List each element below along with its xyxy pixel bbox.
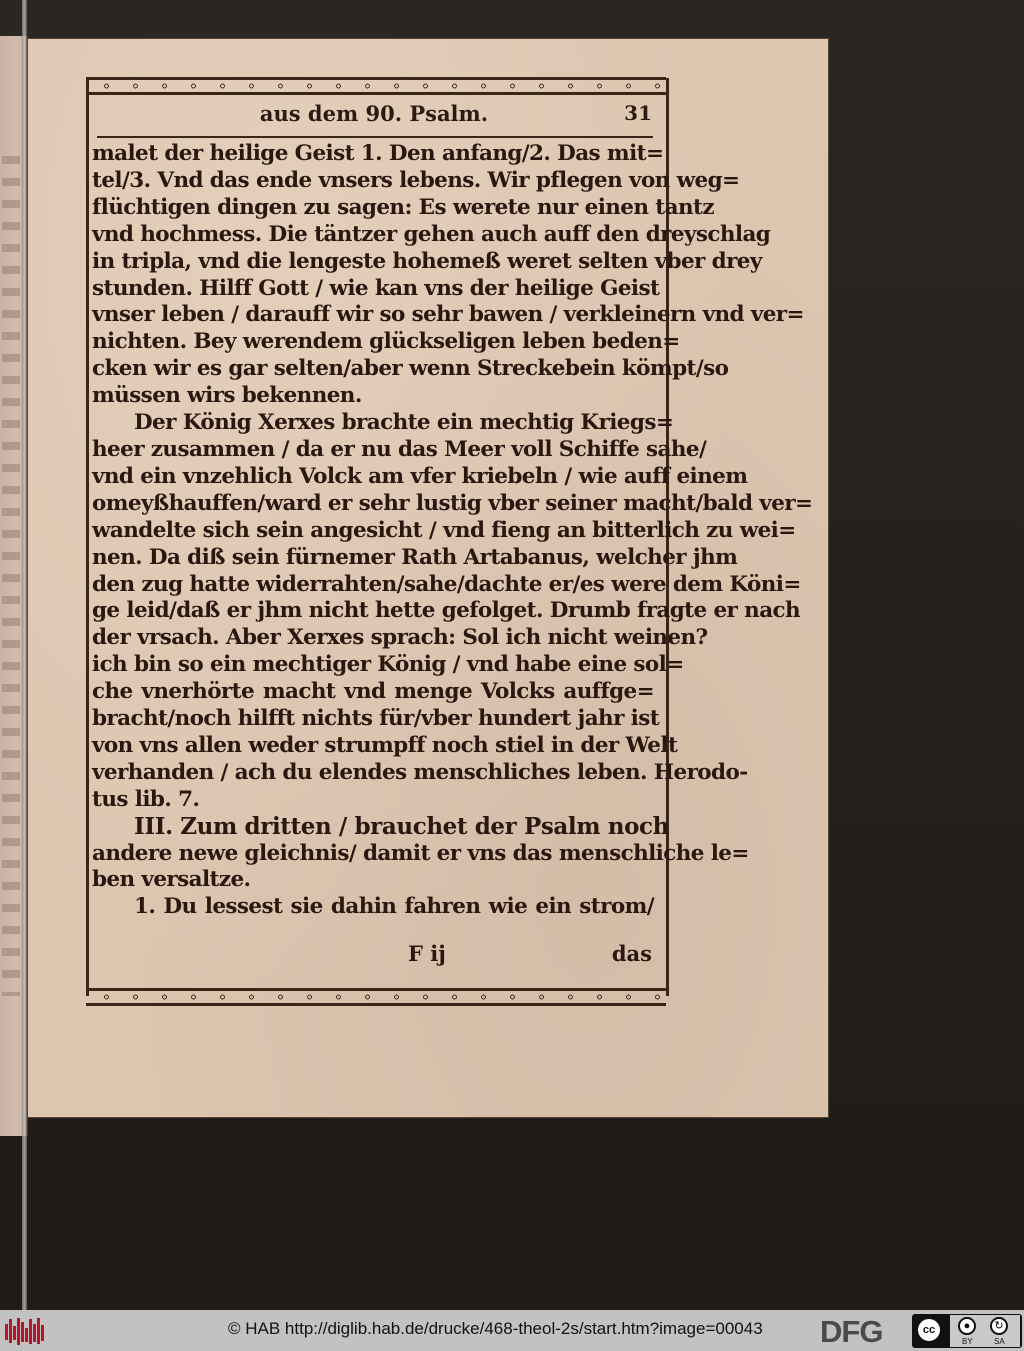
copyright-link[interactable]: © HAB http://diglib.hab.de/drucke/468-theol-2s/start.htm?image=00043 <box>228 1319 763 1338</box>
text-line: che vnerhörte macht vnd menge Volcks auffge= <box>92 679 654 705</box>
page-number: 31 <box>624 101 652 125</box>
text-line: cken wir es gar selten/aber wenn Streckebein kömpt/so <box>92 356 729 382</box>
attribution-icon: ● <box>958 1317 976 1335</box>
text-line: vnd ein vnzehlich Volck am vfer kriebeln / wie auff einem <box>92 463 748 489</box>
text-line: bracht/noch hilfft nichts für/vber hundert jahr ist <box>92 706 660 732</box>
text-line: III. Zum dritten / brauchet der Psalm noch <box>134 812 669 840</box>
text-line: müssen wirs bekennen. <box>92 383 362 409</box>
text-line: in tripla, vnd die lengeste hohemeß weret selten vber drey <box>92 248 762 274</box>
text-line: 1. Du lessest sie dahin fahren wie ein strom/ <box>134 894 654 920</box>
text-line: tus lib. 7. <box>92 786 200 812</box>
text-line: andere newe gleichnis/ damit er vns das menschliche le= <box>92 840 749 866</box>
cc-icon: cc <box>916 1317 942 1343</box>
text-line: tel/3. Vnd das ende vnsers lebens. Wir pflegen von weg= <box>92 167 740 193</box>
bleed-through-text <box>2 156 20 996</box>
cc-license-badge[interactable] <box>912 1314 1022 1348</box>
signature-line <box>92 941 654 969</box>
text-line: nen. Da diß sein fürnemer Rath Artabanus, welcher jhm <box>92 544 738 570</box>
text-line: malet der heilige Geist 1. Den anfang/2. Das mit= <box>92 141 664 166</box>
footer-bar <box>0 1310 1024 1351</box>
by-label: BY <box>962 1337 973 1346</box>
text-line: vnser leben / darauff wir so sehr bawen / verkleinern vnd ver= <box>92 302 804 328</box>
body-text <box>92 141 813 921</box>
signature-mark: F ij <box>408 941 446 966</box>
text-line: ich bin so ein mechtiger König / vnd habe eine sol= <box>92 652 684 678</box>
text-line: stunden. Hilff Gott / wie kan vns der heilige Geist <box>92 275 660 301</box>
head-rule <box>97 136 653 138</box>
text-line: wandelte sich sein angesicht / vnd fieng an bitterlich zu wei= <box>92 517 796 543</box>
running-head-title: aus dem 90. Psalm. <box>259 101 489 126</box>
text-line: omeyßhauffen/ward er sehr lustig vber seiner macht/bald ver= <box>92 490 813 516</box>
running-head <box>90 99 658 131</box>
catchword: das <box>611 941 652 966</box>
text-line: vnd hochmess. Die täntzer gehen auch auff den dreyschlag <box>92 221 771 247</box>
text-line: nichten. Bey werendem glückseligen leben beden= <box>92 329 680 355</box>
hab-logo-icon[interactable] <box>4 1316 48 1346</box>
text-line: von vns allen weder strumpff noch stiel in der Welt <box>92 732 678 758</box>
dfg-logo[interactable]: DFG <box>820 1314 883 1349</box>
text-line: den zug hatte widerrahten/sahe/dachte er/es were dem Köni= <box>92 571 801 597</box>
text-line: Der König Xerxes brachte ein mechtig Kriegs= <box>134 410 674 436</box>
bottom-ornamental-rule <box>86 988 666 1006</box>
text-line: ge leid/daß er jhm nicht hette gefolget. Drumb fragte er nach <box>92 598 801 624</box>
text-line: heer zusammen / da er nu das Meer voll Schiffe sahe/ <box>92 436 707 462</box>
text-line: ben versaltze. <box>92 867 251 893</box>
text-line: der vrsach. Aber Xerxes sprach: Sol ich nicht weinen? <box>92 625 708 651</box>
text-line: verhanden / ach du elendes menschliches leben. Herodo- <box>92 759 748 785</box>
sa-label: SA <box>994 1337 1005 1346</box>
text-line: flüchtigen dingen zu sagen: Es werete nur einen tantz <box>92 194 714 220</box>
share-alike-icon: ↻ <box>990 1317 1008 1335</box>
